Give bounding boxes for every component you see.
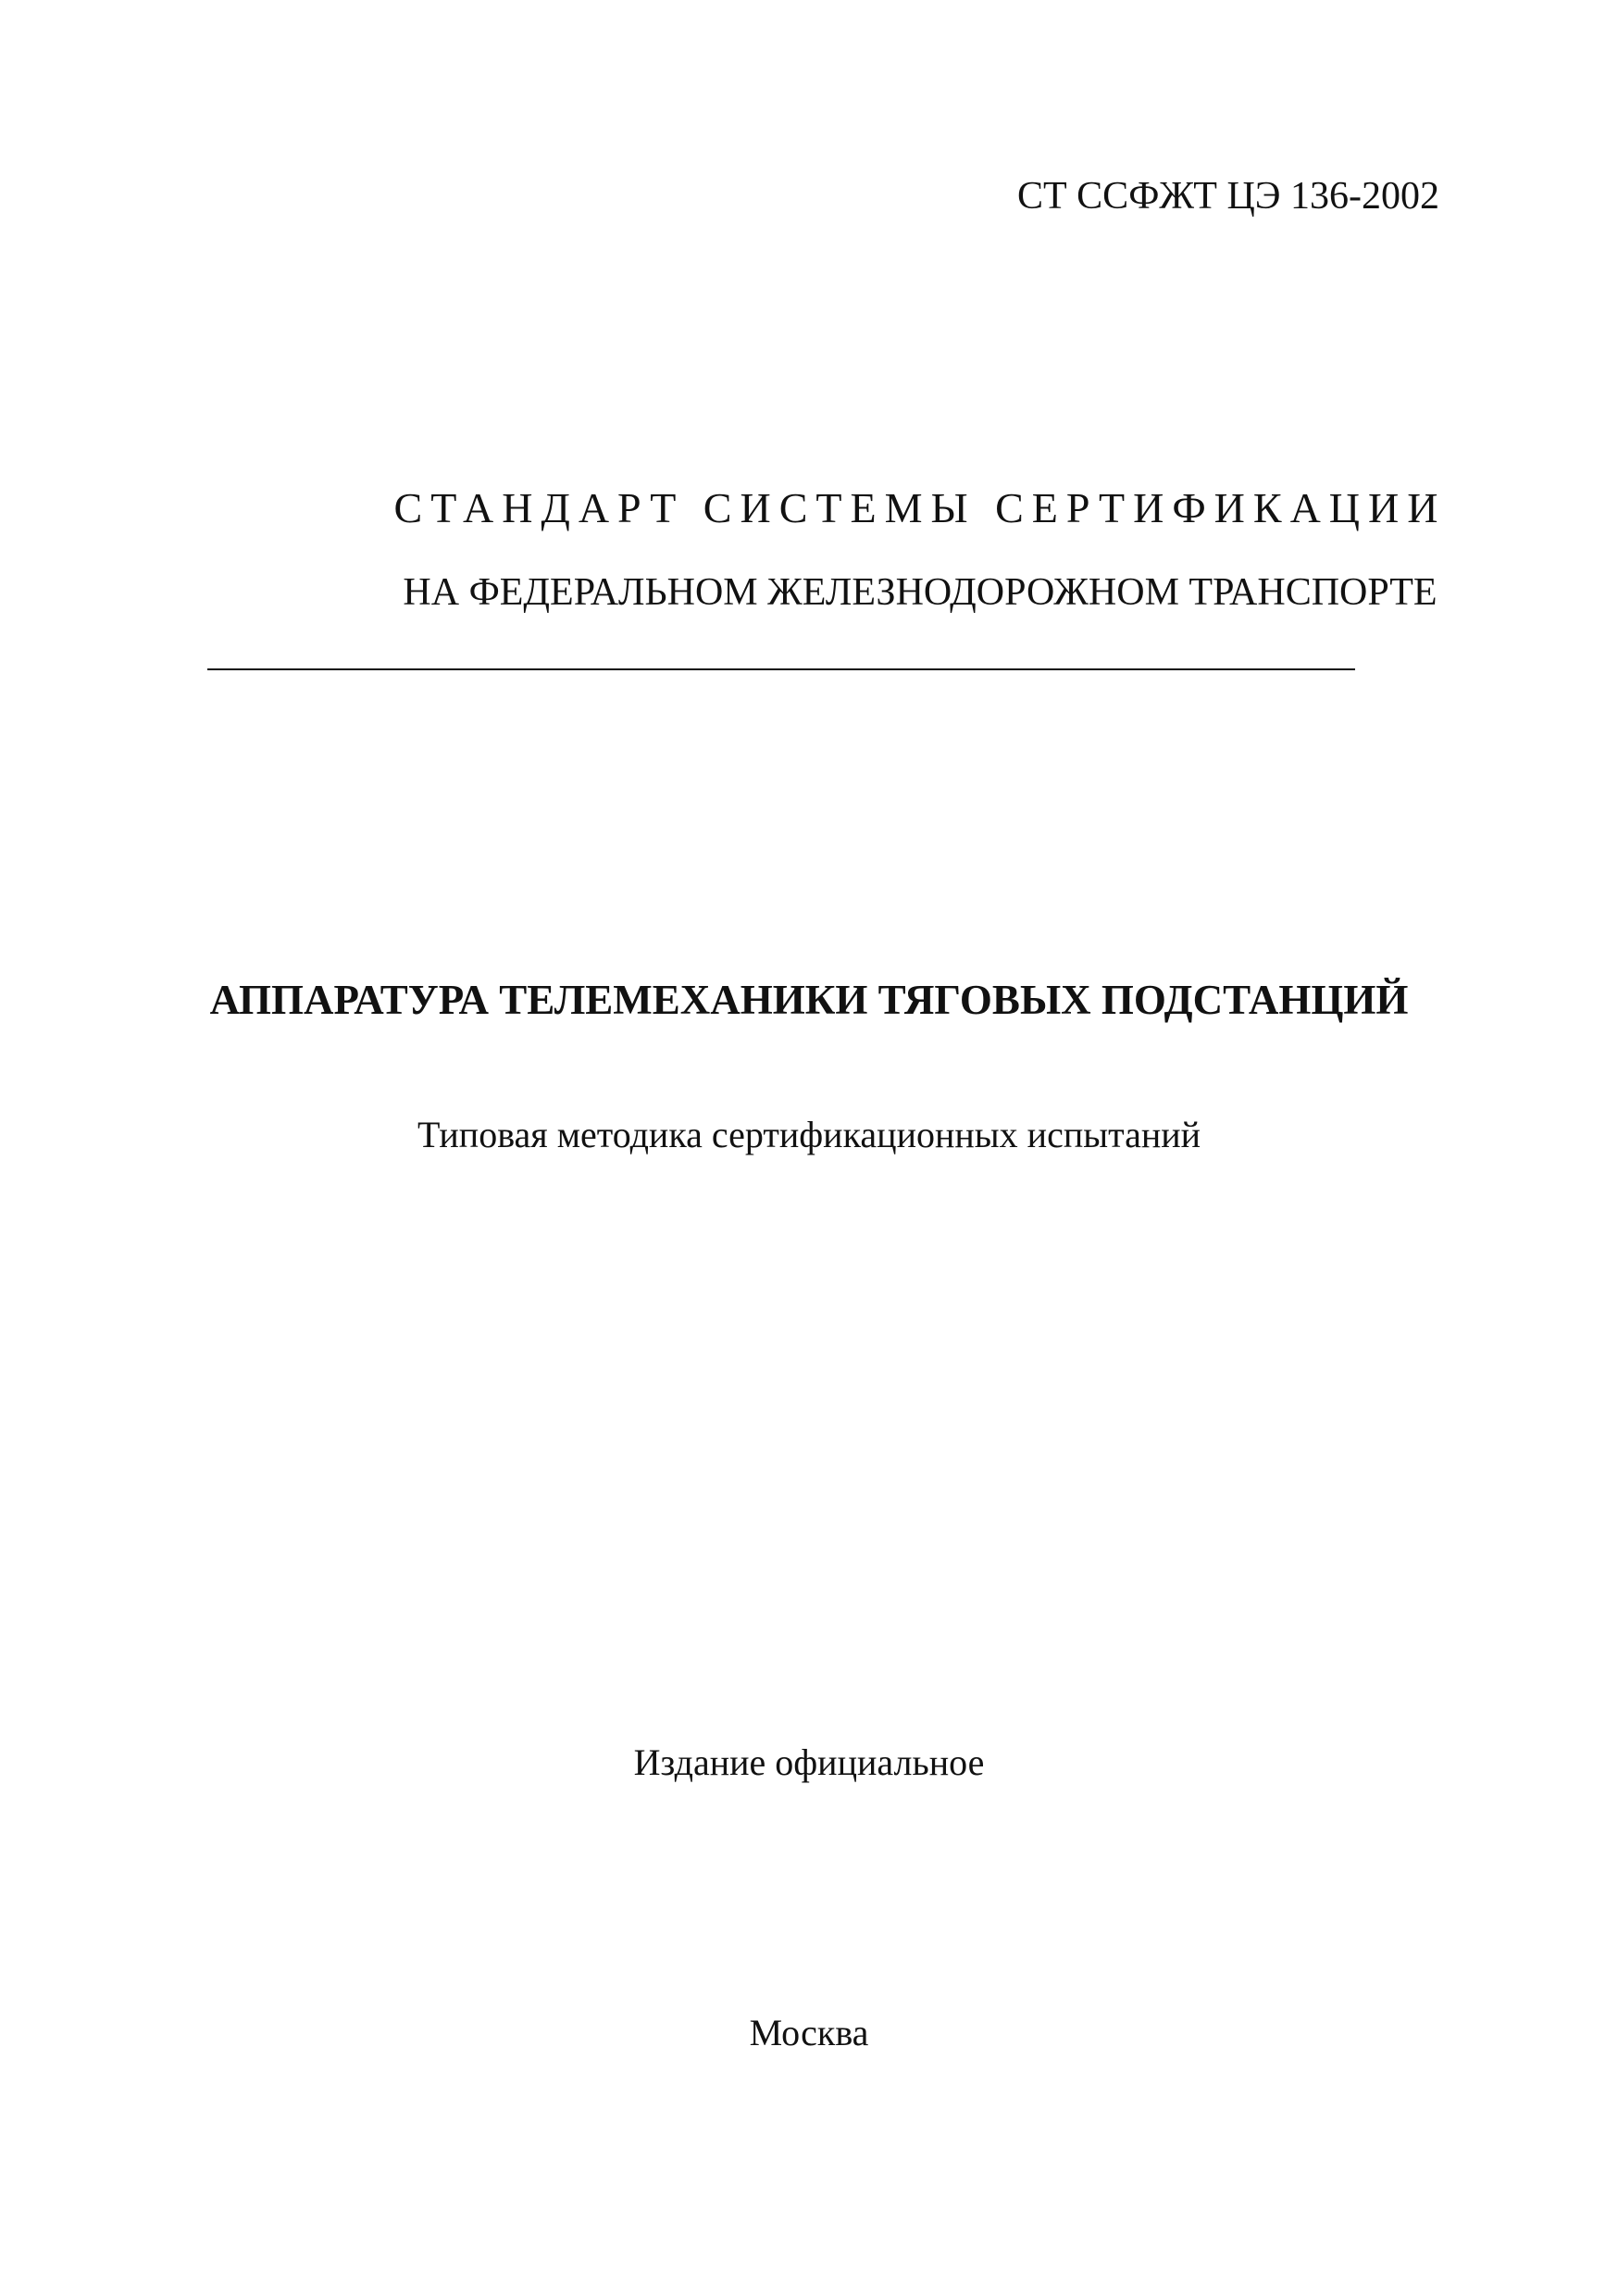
document-subtitle: Типовая методика сертификационных испытаний [417,1114,1201,1155]
document-title: АППАРАТУРА ТЕЛЕМЕХАНИКИ ТЯГОВЫХ ПОДСТАНЦИЙ [209,977,1409,1023]
publication-city: Москва [749,2012,869,2053]
standard-header-line2: НА ФЕДЕРАЛЬНОМ ЖЕЛЕЗНОДОРОЖНОМ ТРАНСПОРТЕ [403,571,1438,614]
header-divider [207,668,1355,670]
edition-label: Издание официальное [633,1741,985,1783]
standard-header-line1: СТАНДАРТ СИСТЕМЫ СЕРТИФИКАЦИИ [393,484,1447,531]
document-code: СТ ССФЖТ ЦЭ 136-2002 [1017,175,1439,218]
